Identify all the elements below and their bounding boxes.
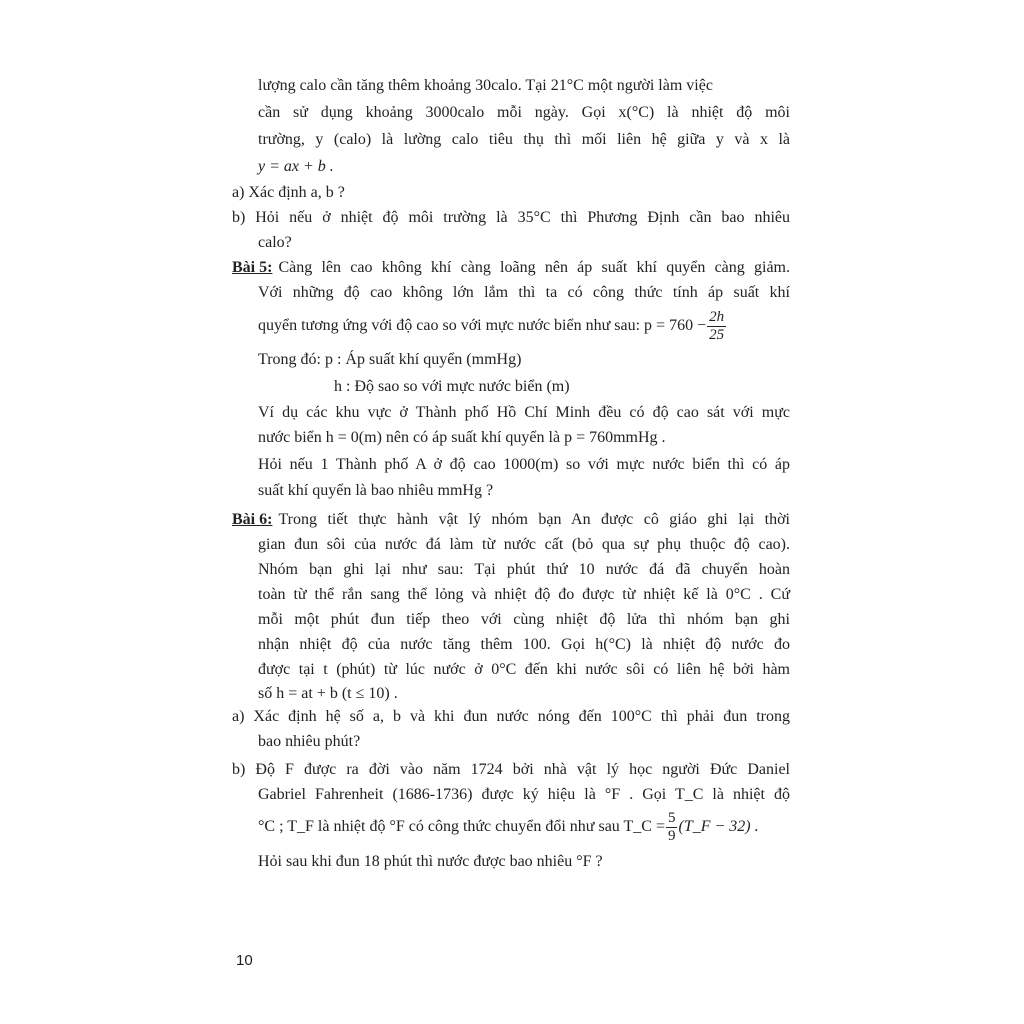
text-line: cần sử dụng khoảng 3000calo mỗi ngày. Gọi x(°C) là nhiệt độ môi xyxy=(258,104,790,121)
text-line: h : Độ sao so với mực nước biển (m) xyxy=(334,378,570,395)
text-line: Với những độ cao không lớn lắm thì ta có công thức tính áp suất khí xyxy=(258,284,790,301)
text-line: bao nhiêu phút? xyxy=(258,733,361,750)
formula-line xyxy=(258,306,727,346)
line-text: lượng calo cần tăng thêm khoảng 30calo. Tại 21°C một người làm việc xyxy=(258,77,713,94)
text-line: số h = at + b (t ≤ 10) . xyxy=(258,685,398,702)
fraction xyxy=(666,810,678,845)
text-line: toàn từ thể rắn sang thể lỏng và nhiệt độ đo được từ nhiệt kế là 0°C . Cứ xyxy=(258,586,790,603)
fraction-denominator: 9 xyxy=(667,827,676,844)
line-text: (T_F − 32) . xyxy=(678,818,759,835)
text-line xyxy=(258,76,790,96)
text-line: Hỏi nếu 1 Thành phố A ở độ cao 1000(m) so với mực nước biển thì có áp xyxy=(258,456,790,473)
line-text: °C ; T_F là nhiệt độ °F có công thức chuyển đổi như sau T_C = xyxy=(258,818,665,835)
question-a: a) Xác định a, b ? xyxy=(232,184,345,201)
text-line: suất khí quyển là bao nhiêu mmHg ? xyxy=(258,482,494,499)
fraction-numerator: 5 xyxy=(667,809,676,826)
text-line: Hỏi sau khi đun 18 phút thì nước được bao nhiêu °F ? xyxy=(258,853,603,870)
text-line: calo? xyxy=(258,234,292,251)
formula-line xyxy=(258,806,759,848)
text-line: Ví dụ các khu vực ở Thành phố Hồ Chí Minh đều có độ cao sát với mực xyxy=(258,404,790,421)
fraction-numerator: 2h xyxy=(709,308,725,325)
text-line: Trong đó: p : Áp suất khí quyển (mmHg) xyxy=(258,351,522,368)
exercise-6-heading xyxy=(232,510,790,530)
text-line: được tại t (phút) từ lúc nước ở 0°C đến khi nước sôi có liên hệ bởi hàm xyxy=(258,661,790,678)
text-line: nhận nhiệt độ của nước tăng thêm 100. Gọi h(°C) là nhiệt độ nước đo xyxy=(258,636,790,653)
line-text: quyển tương ứng với độ cao so với mực nước biển như sau: p = 760 − xyxy=(258,317,707,334)
line-text: Trong tiết thực hành vật lý nhóm bạn An được cô giáo ghi lại thời xyxy=(278,511,790,528)
page-number: 10 xyxy=(236,952,253,969)
text-line: Nhóm bạn ghi lại như sau: Tại phút thứ 10 nước đá đã chuyển hoàn xyxy=(258,561,790,578)
question-b: b) Hỏi nếu ở nhiệt độ môi trường là 35°C thì Phương Định cần bao nhiêu xyxy=(232,209,790,226)
text-line: trường, y (calo) là lường calo tiêu thụ thì mối liên hệ giữa y và x là xyxy=(258,131,790,148)
question-a: a) Xác định hệ số a, b và khi đun nước nóng đến 100°C thì phải đun trong xyxy=(232,708,790,725)
exercise-label: Bài 6: xyxy=(232,511,273,528)
exercise-label: Bài 5: xyxy=(232,259,273,276)
equation-line: y = ax + b . xyxy=(258,158,334,175)
fraction xyxy=(707,309,726,344)
text-line: gian đun sôi của nước đá làm từ nước cất (bỏ qua sự phụ thuộc độ cao). xyxy=(258,536,790,553)
fraction-denominator: 25 xyxy=(709,326,725,343)
text-line: nước biển h = 0(m) nên có áp suất khí quyển là p = 760mmHg . xyxy=(258,429,666,446)
exercise-5-heading xyxy=(232,258,790,278)
text-line: Gabriel Fahrenheit (1686-1736) được ký hiệu là °F . Gọi T_C là nhiệt độ xyxy=(258,786,790,803)
text-line: mỗi một phút đun tiếp theo với cùng nhiệt độ lửa thì nhóm bạn ghi xyxy=(258,611,790,628)
question-b: b) Độ F được ra đời vào năm 1724 bởi nhà vật lý học người Đức Daniel xyxy=(232,761,790,778)
line-text: Càng lên cao không khí càng loãng nên áp suất khí quyển càng giảm. xyxy=(278,259,790,276)
